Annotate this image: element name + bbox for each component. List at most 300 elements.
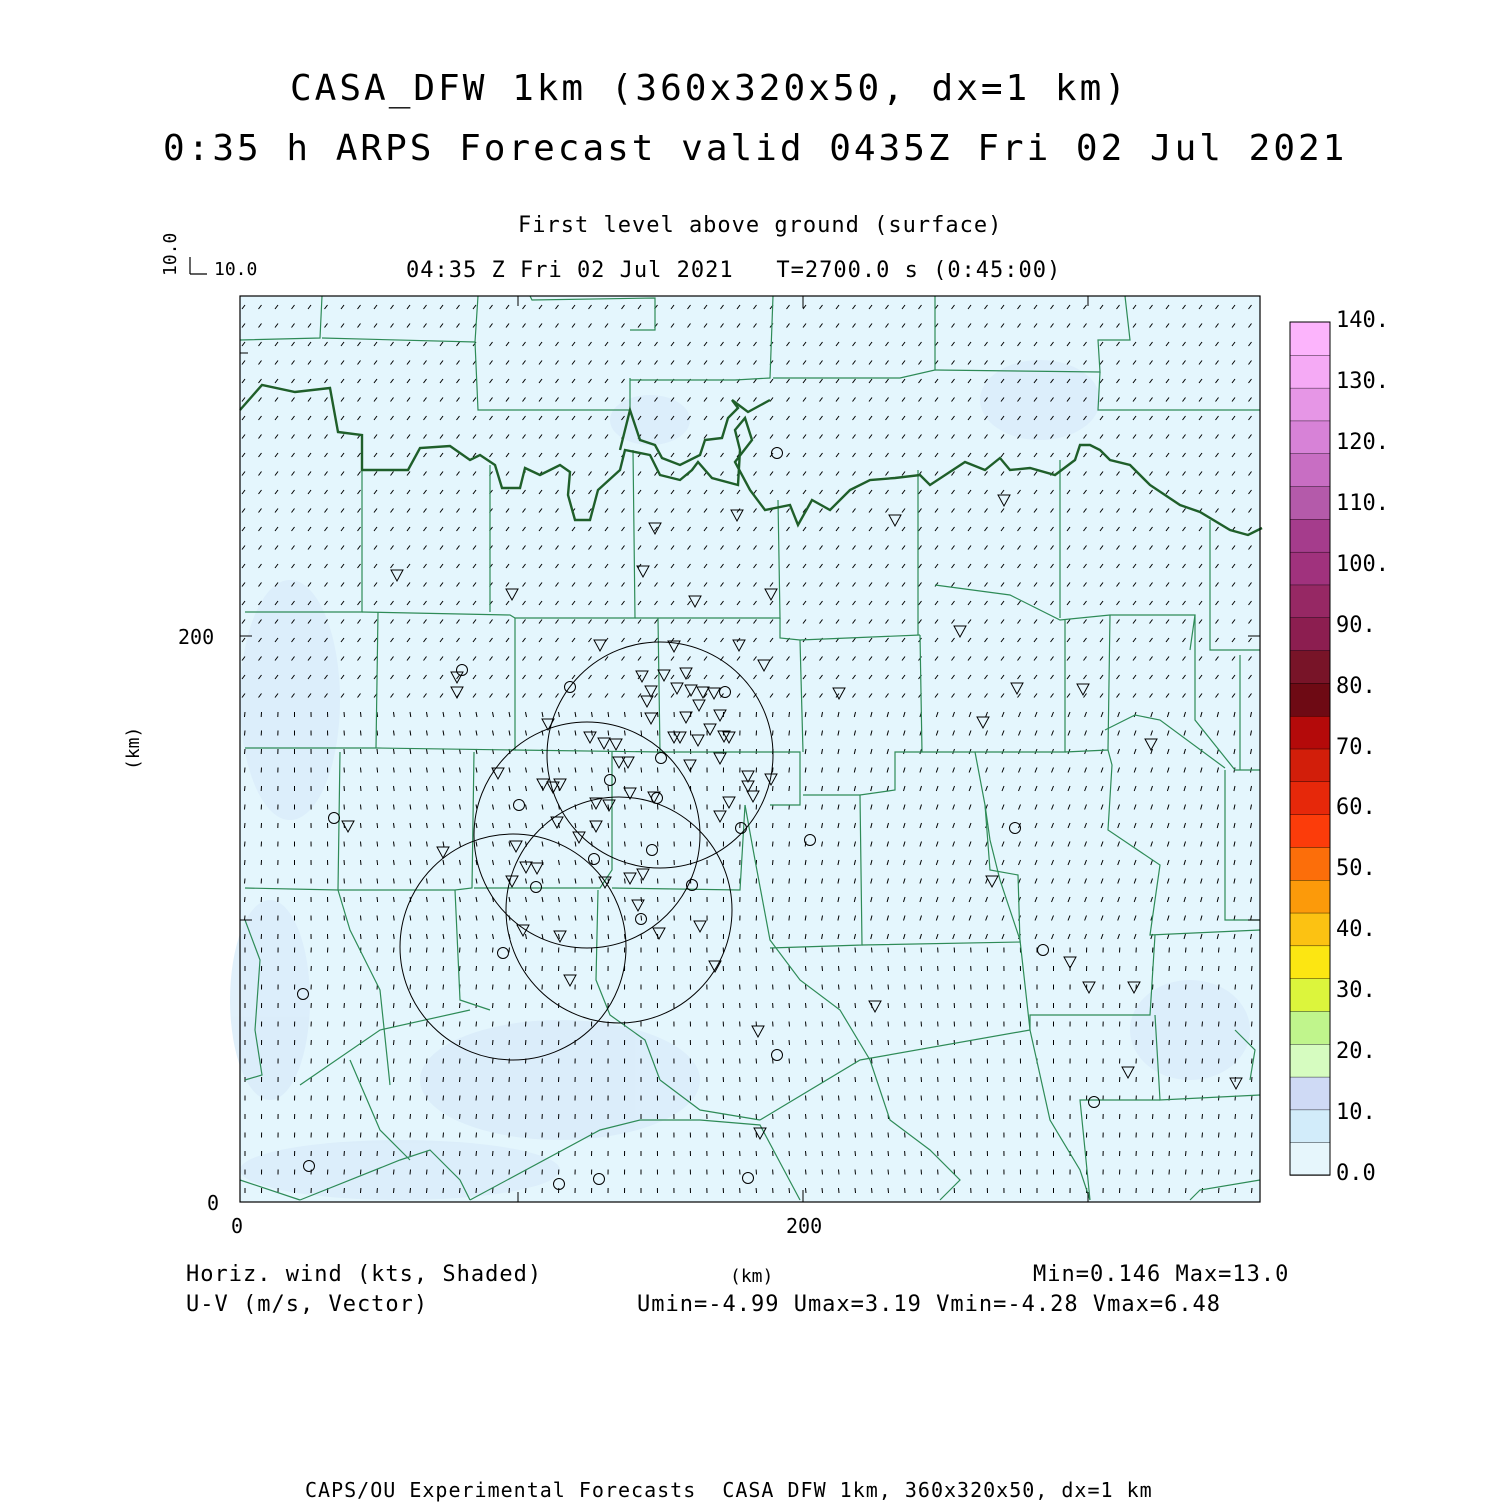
wind-vector xyxy=(789,786,790,791)
wind-vector xyxy=(625,897,626,902)
wind-vector xyxy=(888,1170,889,1175)
wind-vector xyxy=(394,842,395,847)
wind-vector xyxy=(888,1003,889,1008)
wind-vector xyxy=(427,1114,428,1119)
wind-vector xyxy=(806,1133,807,1138)
wind-vector xyxy=(394,823,395,828)
colorbar-label: 60. xyxy=(1336,795,1376,820)
wind-vector xyxy=(410,1096,411,1101)
wind-vector xyxy=(476,1151,477,1156)
wind-vector xyxy=(493,948,494,953)
wind-vector xyxy=(872,1114,873,1119)
wind-vector xyxy=(608,897,609,902)
wind-vector xyxy=(806,1170,807,1175)
wind-vector xyxy=(394,1022,395,1027)
colorbar-swatch xyxy=(1290,1044,1330,1077)
wind-vector xyxy=(460,1188,461,1193)
colorbar-swatch xyxy=(1290,388,1330,421)
wind-vector xyxy=(377,842,378,847)
wind-vector xyxy=(888,1059,889,1064)
wind-vector xyxy=(245,842,246,847)
wind-vector xyxy=(888,1133,889,1138)
wind-vector xyxy=(460,966,461,971)
wind-vector xyxy=(1186,1096,1187,1101)
wind-vector xyxy=(427,948,428,953)
wind-vector xyxy=(872,1170,873,1175)
wind-vector xyxy=(773,712,774,717)
colorbar-label: 90. xyxy=(1336,613,1376,638)
wind-vector xyxy=(806,1114,807,1119)
y-axis-label: (km) xyxy=(123,727,144,770)
wind-vector xyxy=(641,712,642,717)
wind-vector xyxy=(394,1040,395,1045)
wind-vector xyxy=(1186,1188,1187,1193)
wind-vector xyxy=(410,1133,411,1138)
wind-vector xyxy=(806,1059,807,1064)
x-axis-label: (km) xyxy=(730,1266,773,1287)
wind-vector xyxy=(361,768,362,773)
wind-vector xyxy=(855,1077,856,1082)
wind-vector xyxy=(245,768,246,773)
wind-vector xyxy=(460,1040,461,1045)
wind-vector xyxy=(641,879,642,884)
wind-vector xyxy=(245,879,246,884)
wind-vector xyxy=(361,934,362,939)
wind-vector xyxy=(394,786,395,791)
wind-vector xyxy=(773,916,774,921)
wind-vector xyxy=(773,823,774,828)
colorbar-swatch xyxy=(1290,749,1330,782)
wind-vector xyxy=(410,948,411,953)
wind-vector xyxy=(443,1022,444,1027)
wind-vector xyxy=(872,1151,873,1156)
wind-vector xyxy=(641,916,642,921)
wind-vector xyxy=(377,823,378,828)
wind-vector xyxy=(410,1040,411,1045)
wind-vector xyxy=(806,1151,807,1156)
wind-vector xyxy=(377,860,378,865)
wind-vector xyxy=(822,966,823,971)
wind-vector xyxy=(1219,1022,1220,1027)
wind-vector xyxy=(394,860,395,865)
wind-vector xyxy=(1252,985,1253,990)
wind-vector xyxy=(789,860,790,865)
wind-vector xyxy=(855,1003,856,1008)
wind-vector xyxy=(443,966,444,971)
wind-vector xyxy=(872,1188,873,1193)
wind-vector xyxy=(1202,1170,1203,1175)
wind-vector xyxy=(1202,1133,1203,1138)
wind-vector xyxy=(822,1077,823,1082)
wind-vector xyxy=(394,934,395,939)
wind-vector xyxy=(1252,1022,1253,1027)
wind-vector xyxy=(1186,1077,1187,1082)
colorbar-label: 140. xyxy=(1336,308,1389,333)
wind-vector xyxy=(493,1003,494,1008)
wind-vector xyxy=(822,1022,823,1027)
wind-vector xyxy=(460,1096,461,1101)
wind-vector xyxy=(1186,1114,1187,1119)
wind-vector xyxy=(1235,1022,1236,1027)
wind-vector xyxy=(476,1114,477,1119)
wind-vector xyxy=(888,1096,889,1101)
wind-vector xyxy=(789,1040,790,1045)
wind-vector xyxy=(839,966,840,971)
vector-scale-vertical: 10.0 xyxy=(160,233,181,276)
colorbar-swatch xyxy=(1290,486,1330,519)
wind-vector xyxy=(1252,1040,1253,1045)
x-tick-0: 0 xyxy=(231,1214,243,1238)
wind-vector xyxy=(806,966,807,971)
wind-vector xyxy=(822,1040,823,1045)
wind-vector xyxy=(394,1003,395,1008)
wind-vector xyxy=(1202,1022,1203,1027)
wind-vector xyxy=(1202,985,1203,990)
colorbar-swatch xyxy=(1290,683,1330,716)
colorbar-swatch xyxy=(1290,978,1330,1011)
wind-vector xyxy=(1235,1170,1236,1175)
wind-vector xyxy=(361,879,362,884)
wind-vector xyxy=(443,1133,444,1138)
wind-vector xyxy=(1252,1003,1253,1008)
wind-vector xyxy=(641,786,642,791)
wind-vector xyxy=(377,934,378,939)
wind-field-shading xyxy=(230,296,1260,1202)
wind-vector xyxy=(377,786,378,791)
subtitle-level: First level above ground (surface) xyxy=(518,213,1002,238)
wind-vector xyxy=(394,1114,395,1119)
colorbar-label: 20. xyxy=(1336,1039,1376,1064)
wind-vector xyxy=(641,805,642,810)
wind-vector xyxy=(1235,948,1236,953)
colorbar-swatch xyxy=(1290,781,1330,814)
wind-vector xyxy=(1219,1040,1220,1045)
wind-vector xyxy=(377,916,378,921)
wind-vector xyxy=(1186,948,1187,953)
wind-vector xyxy=(410,1059,411,1064)
wind-vector xyxy=(806,1022,807,1027)
wind-vector xyxy=(773,731,774,736)
wind-vector xyxy=(377,897,378,902)
wind-vector xyxy=(1202,1114,1203,1119)
wind-vector xyxy=(822,985,823,990)
wind-vector xyxy=(839,1170,840,1175)
footer-credit: CAPS/OU Experimental Forecasts CASA DFW 1km, 360x320x50, dx=1 km xyxy=(305,1478,1153,1502)
wind-vector xyxy=(822,1133,823,1138)
wind-vector xyxy=(789,879,790,884)
wind-vector xyxy=(377,749,378,754)
wind-vector xyxy=(460,1170,461,1175)
wind-vector xyxy=(789,1133,790,1138)
wind-vector xyxy=(493,1059,494,1064)
wind-vector xyxy=(1219,1151,1220,1156)
wind-vector xyxy=(394,1059,395,1064)
wind-vector xyxy=(773,860,774,865)
colorbar-swatch xyxy=(1290,584,1330,617)
wind-vector xyxy=(625,731,626,736)
wind-vector xyxy=(1235,1114,1236,1119)
colorbar-label: 120. xyxy=(1336,430,1389,455)
colorbar-swatch xyxy=(1290,945,1330,978)
wind-vector xyxy=(855,1040,856,1045)
wind-vector xyxy=(1202,966,1203,971)
wind-vector xyxy=(1219,948,1220,953)
wind-vector xyxy=(427,1170,428,1175)
wind-vector xyxy=(394,966,395,971)
wind-vector xyxy=(410,1188,411,1193)
wind-vector xyxy=(493,1114,494,1119)
wind-vector xyxy=(460,1022,461,1027)
wind-vector xyxy=(1186,966,1187,971)
wind-vector xyxy=(1252,1151,1253,1156)
wind-vector xyxy=(1252,1170,1253,1175)
wind-vector xyxy=(476,985,477,990)
wind-vector xyxy=(394,712,395,717)
colorbar-swatch xyxy=(1290,420,1330,453)
wind-vector xyxy=(377,731,378,736)
wind-vector xyxy=(245,860,246,865)
wind-vector xyxy=(1219,1059,1220,1064)
wind-vector xyxy=(872,1096,873,1101)
wind-vector xyxy=(460,1133,461,1138)
wind-vector xyxy=(872,948,873,953)
wind-vector xyxy=(361,916,362,921)
wind-vector xyxy=(476,1059,477,1064)
wind-vector xyxy=(476,966,477,971)
wind-vector xyxy=(839,1114,840,1119)
wind-vector xyxy=(608,860,609,865)
wind-vector xyxy=(410,1114,411,1119)
uv-minmax: Umin=-4.99 Umax=3.19 Vmin=-4.28 Vmax=6.48 xyxy=(637,1292,1221,1317)
wind-vector xyxy=(789,712,790,717)
wind-vector xyxy=(608,842,609,847)
wind-vector xyxy=(493,1188,494,1193)
wind-vector xyxy=(394,948,395,953)
wind-vector xyxy=(476,1170,477,1175)
colorbar-swatch xyxy=(1290,355,1330,388)
wind-vector xyxy=(608,916,609,921)
wind-vector xyxy=(806,1040,807,1045)
vector-scale-glyph xyxy=(190,257,207,274)
colorbar-label: 0.0 xyxy=(1336,1161,1376,1186)
colorbar-swatch xyxy=(1290,552,1330,585)
wind-vector xyxy=(1235,1151,1236,1156)
colorbar-swatch xyxy=(1290,847,1330,880)
title-line1: CASA_DFW 1km (360x320x50, dx=1 km) xyxy=(290,68,1129,109)
wind-vector xyxy=(394,1151,395,1156)
wind-vector xyxy=(789,1077,790,1082)
wind-vector xyxy=(361,860,362,865)
wind-vector xyxy=(839,1022,840,1027)
wind-vector xyxy=(1219,966,1220,971)
wind-vector xyxy=(493,985,494,990)
wind-vector xyxy=(789,768,790,773)
wind-vector xyxy=(625,712,626,717)
wind-vector xyxy=(822,1114,823,1119)
colorbar-label: 80. xyxy=(1336,674,1376,699)
wind-vector xyxy=(855,1170,856,1175)
wind-vector xyxy=(361,897,362,902)
wind-vector xyxy=(839,1040,840,1045)
wind-vector xyxy=(394,731,395,736)
wind-vector xyxy=(822,1003,823,1008)
wind-vector xyxy=(476,1096,477,1101)
wind-vector xyxy=(1186,985,1187,990)
wind-vector xyxy=(806,985,807,990)
wind-vector xyxy=(872,1040,873,1045)
wind-vector xyxy=(493,1170,494,1175)
wind-vector xyxy=(855,1151,856,1156)
wind-vector xyxy=(1219,1133,1220,1138)
wind-vector xyxy=(1252,1077,1253,1082)
wind-vector xyxy=(443,1151,444,1156)
wind-vector xyxy=(1252,1133,1253,1138)
wind-vector xyxy=(872,1133,873,1138)
wind-vector xyxy=(410,1170,411,1175)
wind-vector xyxy=(1235,966,1236,971)
wind-vector xyxy=(361,749,362,754)
colorbar-swatch xyxy=(1290,1142,1330,1175)
wind-vector xyxy=(361,786,362,791)
wind-vector xyxy=(394,1077,395,1082)
wind-vector xyxy=(625,916,626,921)
wind-vector xyxy=(245,805,246,810)
vector-field-label: U-V (m/s, Vector) xyxy=(186,1292,428,1317)
colorbar-swatch xyxy=(1290,913,1330,946)
colorbar-label: 40. xyxy=(1336,917,1376,942)
wind-vector xyxy=(789,731,790,736)
wind-vector xyxy=(641,731,642,736)
wind-vector xyxy=(872,1077,873,1082)
wind-vector xyxy=(1252,948,1253,953)
wind-vector xyxy=(493,1133,494,1138)
wind-vector xyxy=(1235,1188,1236,1193)
wind-vector xyxy=(839,1151,840,1156)
wind-vector xyxy=(443,1059,444,1064)
wind-vector xyxy=(361,712,362,717)
wind-vector xyxy=(822,1096,823,1101)
wind-vector xyxy=(410,985,411,990)
wind-vector xyxy=(1186,1059,1187,1064)
wind-vector xyxy=(245,786,246,791)
colorbar-swatch xyxy=(1290,716,1330,749)
wind-vector xyxy=(394,1188,395,1193)
wind-vector xyxy=(789,1170,790,1175)
y-tick-0: 0 xyxy=(207,1191,219,1215)
wind-vector xyxy=(443,948,444,953)
wind-vector xyxy=(394,1170,395,1175)
wind-vector xyxy=(888,1077,889,1082)
wind-vector xyxy=(855,1133,856,1138)
wind-vector xyxy=(394,1096,395,1101)
wind-vector xyxy=(476,1077,477,1082)
wind-vector xyxy=(1235,1040,1236,1045)
wind-vector xyxy=(476,1133,477,1138)
wind-vector xyxy=(394,916,395,921)
wind-vector xyxy=(789,985,790,990)
wind-vector xyxy=(822,1151,823,1156)
wind-vector xyxy=(855,1188,856,1193)
subtitle-time: 04:35 Z Fri 02 Jul 2021 T=2700.0 s (0:45:00) xyxy=(406,258,1061,283)
wind-vector xyxy=(1202,1040,1203,1045)
wind-vector xyxy=(1202,1151,1203,1156)
wind-vector xyxy=(1202,1003,1203,1008)
wind-vector xyxy=(839,1188,840,1193)
wind-vector xyxy=(476,1188,477,1193)
wind-vector xyxy=(888,966,889,971)
wind-vector xyxy=(839,1003,840,1008)
wind-vector xyxy=(1219,1077,1220,1082)
wind-vector xyxy=(493,1022,494,1027)
wind-vector xyxy=(641,768,642,773)
wind-vector xyxy=(245,934,246,939)
wind-vector xyxy=(394,1133,395,1138)
wind-vector xyxy=(427,1096,428,1101)
wind-vector xyxy=(1219,1170,1220,1175)
wind-vector xyxy=(773,879,774,884)
colorbar-swatch xyxy=(1290,1077,1330,1110)
vector-scale-horizontal: 10.0 xyxy=(214,259,257,280)
colorbar-swatch xyxy=(1290,880,1330,913)
wind-vector xyxy=(625,768,626,773)
wind-vector xyxy=(493,1040,494,1045)
wind-vector xyxy=(789,1059,790,1064)
wind-vector xyxy=(888,985,889,990)
wind-vector xyxy=(361,805,362,810)
y-tick-200: 200 xyxy=(178,625,214,649)
wind-vector xyxy=(1186,1133,1187,1138)
wind-vector xyxy=(410,966,411,971)
wind-vector xyxy=(410,1022,411,1027)
colorbar-swatch xyxy=(1290,453,1330,486)
wind-vector xyxy=(1186,1003,1187,1008)
wind-vector xyxy=(789,916,790,921)
wind-vector xyxy=(789,1114,790,1119)
title-line2: 0:35 h ARPS Forecast valid 0435Z Fri 02 Jul 2021 xyxy=(163,128,1347,169)
wind-vector xyxy=(245,749,246,754)
wind-vector xyxy=(806,1096,807,1101)
wind-vector xyxy=(872,1022,873,1027)
wind-vector xyxy=(410,1077,411,1082)
wind-vector xyxy=(394,749,395,754)
wind-vector xyxy=(460,948,461,953)
wind-vector xyxy=(773,786,774,791)
wind-vector xyxy=(1219,1003,1220,1008)
wind-vector xyxy=(443,1096,444,1101)
colorbar-swatch xyxy=(1290,519,1330,552)
wind-vector xyxy=(839,1133,840,1138)
colorbar-swatch xyxy=(1290,650,1330,683)
wind-vector xyxy=(855,1096,856,1101)
wind-vector xyxy=(1202,1059,1203,1064)
wind-vector xyxy=(361,842,362,847)
wind-vector xyxy=(460,1003,461,1008)
wind-vector xyxy=(839,1059,840,1064)
colorbar-label: 130. xyxy=(1336,369,1389,394)
wind-vector xyxy=(872,966,873,971)
wind-vector xyxy=(460,1077,461,1082)
wind-vector xyxy=(245,731,246,736)
wind-vector xyxy=(245,823,246,828)
wind-vector xyxy=(839,948,840,953)
x-tick-200: 200 xyxy=(786,1214,822,1238)
wind-vector xyxy=(789,1022,790,1027)
wind-vector xyxy=(427,1077,428,1082)
wind-vector xyxy=(443,1170,444,1175)
wind-vector xyxy=(855,1114,856,1119)
wind-vector xyxy=(625,805,626,810)
wind-vector xyxy=(773,934,774,939)
